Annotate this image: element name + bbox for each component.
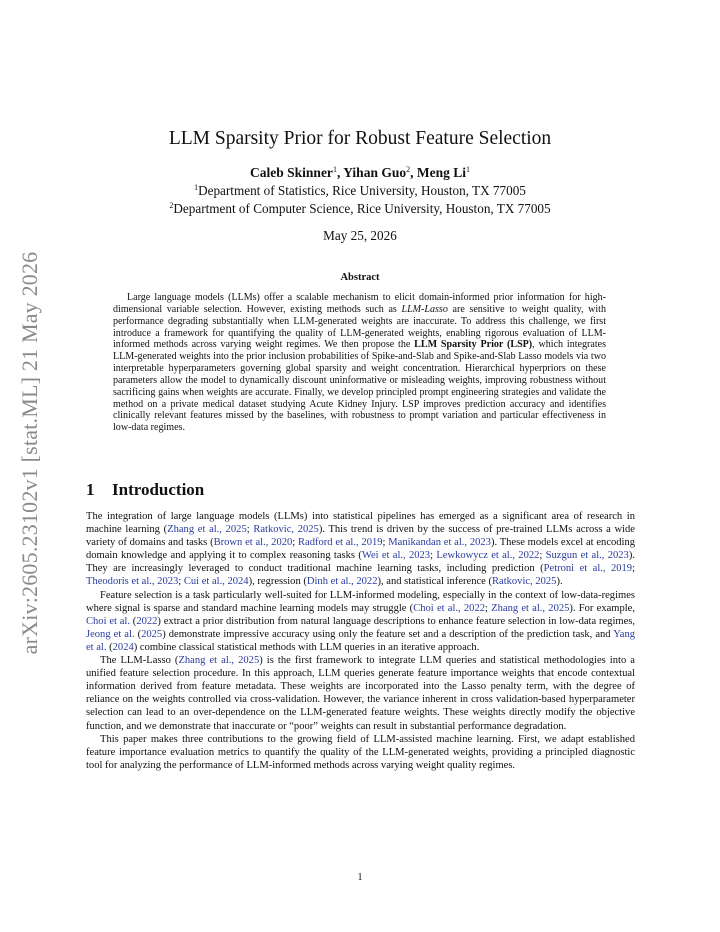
- citation-link[interactable]: Zhang et al., 2025: [178, 655, 260, 667]
- affiliation-2: $^2$Department of Computer Science, Rice University, Houston, TX 77005: [169, 201, 551, 216]
- section-title: Introduction: [112, 480, 205, 499]
- page-number: 1: [357, 872, 363, 883]
- citation-link[interactable]: Petroni et al., 2019: [543, 563, 633, 575]
- citation-link[interactable]: Ratkovic, 2025: [491, 576, 557, 588]
- citation-link[interactable]: Zhang et al., 2025: [167, 524, 247, 536]
- author-name: Caleb Skinner: [250, 165, 333, 180]
- affiliation-mark: 1: [332, 165, 337, 174]
- paragraph-1: The integration of large language models (LLMs) into statistical pipelines has emerged as a significant area of research in machine learning (Zhang et al., 2025; Ratkovic, 2025). This trend is driven by the success of pre-trained LLMs across a wide variety of domains and tasks (Brown et al., 2020; Radford et al., 2019; Manikandan et al., 2023). These models excel at encoding domain knowledge and applying it to complex reasoning tasks (Wei et al., 2023; Lewkowycz et al., 2022; Suzgun et al., 2023). They are increasingly leveraged to conduct traditional machine learning tasks, including prediction (Petroni et al., 2019; Theodoris et al., 2023; Cui et al., 2024), regression (Dinh et al., 2022), and statistical inference (Ratkovic, 2025).: [86, 511, 636, 588]
- paper-date: May 25, 2026: [323, 228, 397, 243]
- citation-link[interactable]: Cui et al., 2024: [183, 576, 249, 588]
- citation-link[interactable]: 2024: [112, 641, 134, 653]
- citation-link[interactable]: Brown et al., 2020: [213, 537, 293, 549]
- citation-link[interactable]: Dinh et al., 2022: [306, 576, 378, 588]
- affiliation-1: $^1$Department of Statistics, Rice University, Houston, TX 77005: [194, 183, 526, 198]
- citation-link[interactable]: Zhang et al., 2025: [491, 602, 570, 614]
- citation-link[interactable]: 2025: [141, 628, 163, 640]
- paper-title: LLM Sparsity Prior for Robust Feature Selection: [168, 128, 552, 149]
- citation-link[interactable]: Yang et al.: [86, 628, 635, 653]
- paragraph-3: The LLM-Lasso (Zhang et al., 2025) is the first framework to integrate LLM queries and statistical methodologies into a unified feature selection procedure. In this approach, LLM queries generate feature importance weights that encode contextual information derived from feature metadata. These weights are incorporated into the Lasso penalty term, with the degree of reliance on the weights controlled via cross-validation. However, the variance inherent in cross validation-based hyperparameter selection can lead to an over-dependence on the LLM-generated feature weights. These weights directly modify the objective function, and we demonstrate that inaccurate or “poor” weights can result in substantial performance degradation.: [86, 655, 635, 732]
- method-name-llm-lasso: LLM-Lasso: [401, 303, 448, 315]
- affiliation-mark: 2: [406, 165, 411, 174]
- abstract-heading: Abstract: [340, 272, 380, 283]
- author-name: Meng Li: [416, 165, 466, 180]
- citation-link[interactable]: Choi et al., 2022: [413, 602, 485, 614]
- citation-link[interactable]: Ratkovic, 2025: [253, 524, 319, 536]
- paragraph-2: Feature selection is a task particularly well-suited for LLM-informed modeling, especially in the context of low-data-regimes where signal is sparse and standard machine learning models may struggle (Choi et al., 2022; Zhang et al., 2025). For example, Choi et al. (2022) extract a prior distribution from natural language descriptions to enhance feature selection in low-data regimes, Jeong et al. (2025) demonstrate impressive accuracy using only the feature set and a description of the prediction task, and Yang et al. (2024) combine classical statistical methods with LLM queries in an iterative approach.: [86, 589, 636, 653]
- arxiv-identifier[interactable]: arXiv:2605.23102v1 [stat.ML] 21 May 2026: [17, 251, 42, 655]
- citation-link[interactable]: Lewkowycz et al., 2022: [436, 550, 540, 562]
- citation-link[interactable]: Manikandan et al., 2023: [388, 537, 491, 549]
- abstract-text: Large language models (LLMs) offer a scalable mechanism to elicit domain-informed prior information for high-dimensional variable selection. However, existing methods such as LLM-Lasso are sensitive to weight quality, with performance degrading substantially when LLM-generated weights are inaccurate. To address this challenge, we first introduce a framework for quantifying the quality of LLM-generated weights, enabling rigorous evaluation of LLM-informed methods across varying weight regimes. We then propose the LLM Sparsity Prior (LSP), which integrates LLM-generated weights into the prior inclusion probabilities of Spike-and-Slab and Spike-and-Slab Lasso models via two interpretable hyperparameters governing global sparsity and weight concentration. Hierarchical hyperpriors on these parameters allow the model to dynamically discount uninformative or misleading weights, improving robustness without sacrificing gains when weights are accurate. Finally, we develop principled prompt engineering strategies and validate the method on a private medical dataset studying Acute Kidney Injury. LSP improves prediction accuracy and identifies clinically relevant features missed by the baselines, with robustness to prompt variation and particular effectiveness in low-data regimes.: [113, 292, 606, 434]
- author-list: Caleb Skinner$^1$, Yihan Guo$^2$, Meng Li$^1$: [250, 165, 470, 180]
- arxiv-stamp: [10, 248, 50, 658]
- paragraph-4: This paper makes three contributions to the growing field of LLM-assisted machine learning. First, we adapt established feature importance evaluation metrics to quantify the quality of the LLM-generated weights, providing a principled diagnostic tool for analyzing the performance of LLM-informed methods across varying weight quality regimes.: [86, 733, 635, 771]
- affiliation-mark: 1: [465, 165, 470, 174]
- citation-link[interactable]: Radford et al., 2019: [298, 537, 383, 549]
- citation-link[interactable]: Suzgun et al., 2023: [545, 550, 629, 562]
- citation-link[interactable]: Theodoris et al., 2023: [86, 576, 179, 588]
- section-number: 1: [86, 480, 95, 499]
- section-body: [86, 510, 635, 772]
- citation-link[interactable]: 2022: [136, 615, 158, 627]
- author-name: Yihan Guo: [343, 165, 407, 180]
- citation-link[interactable]: Wei et al., 2023: [361, 550, 431, 562]
- method-name-lsp: LLM Sparsity Prior (LSP): [414, 339, 533, 351]
- section-heading: [86, 480, 204, 500]
- citation-link[interactable]: Jeong et al.: [86, 628, 135, 640]
- citation-link[interactable]: Choi et al.: [86, 615, 130, 627]
